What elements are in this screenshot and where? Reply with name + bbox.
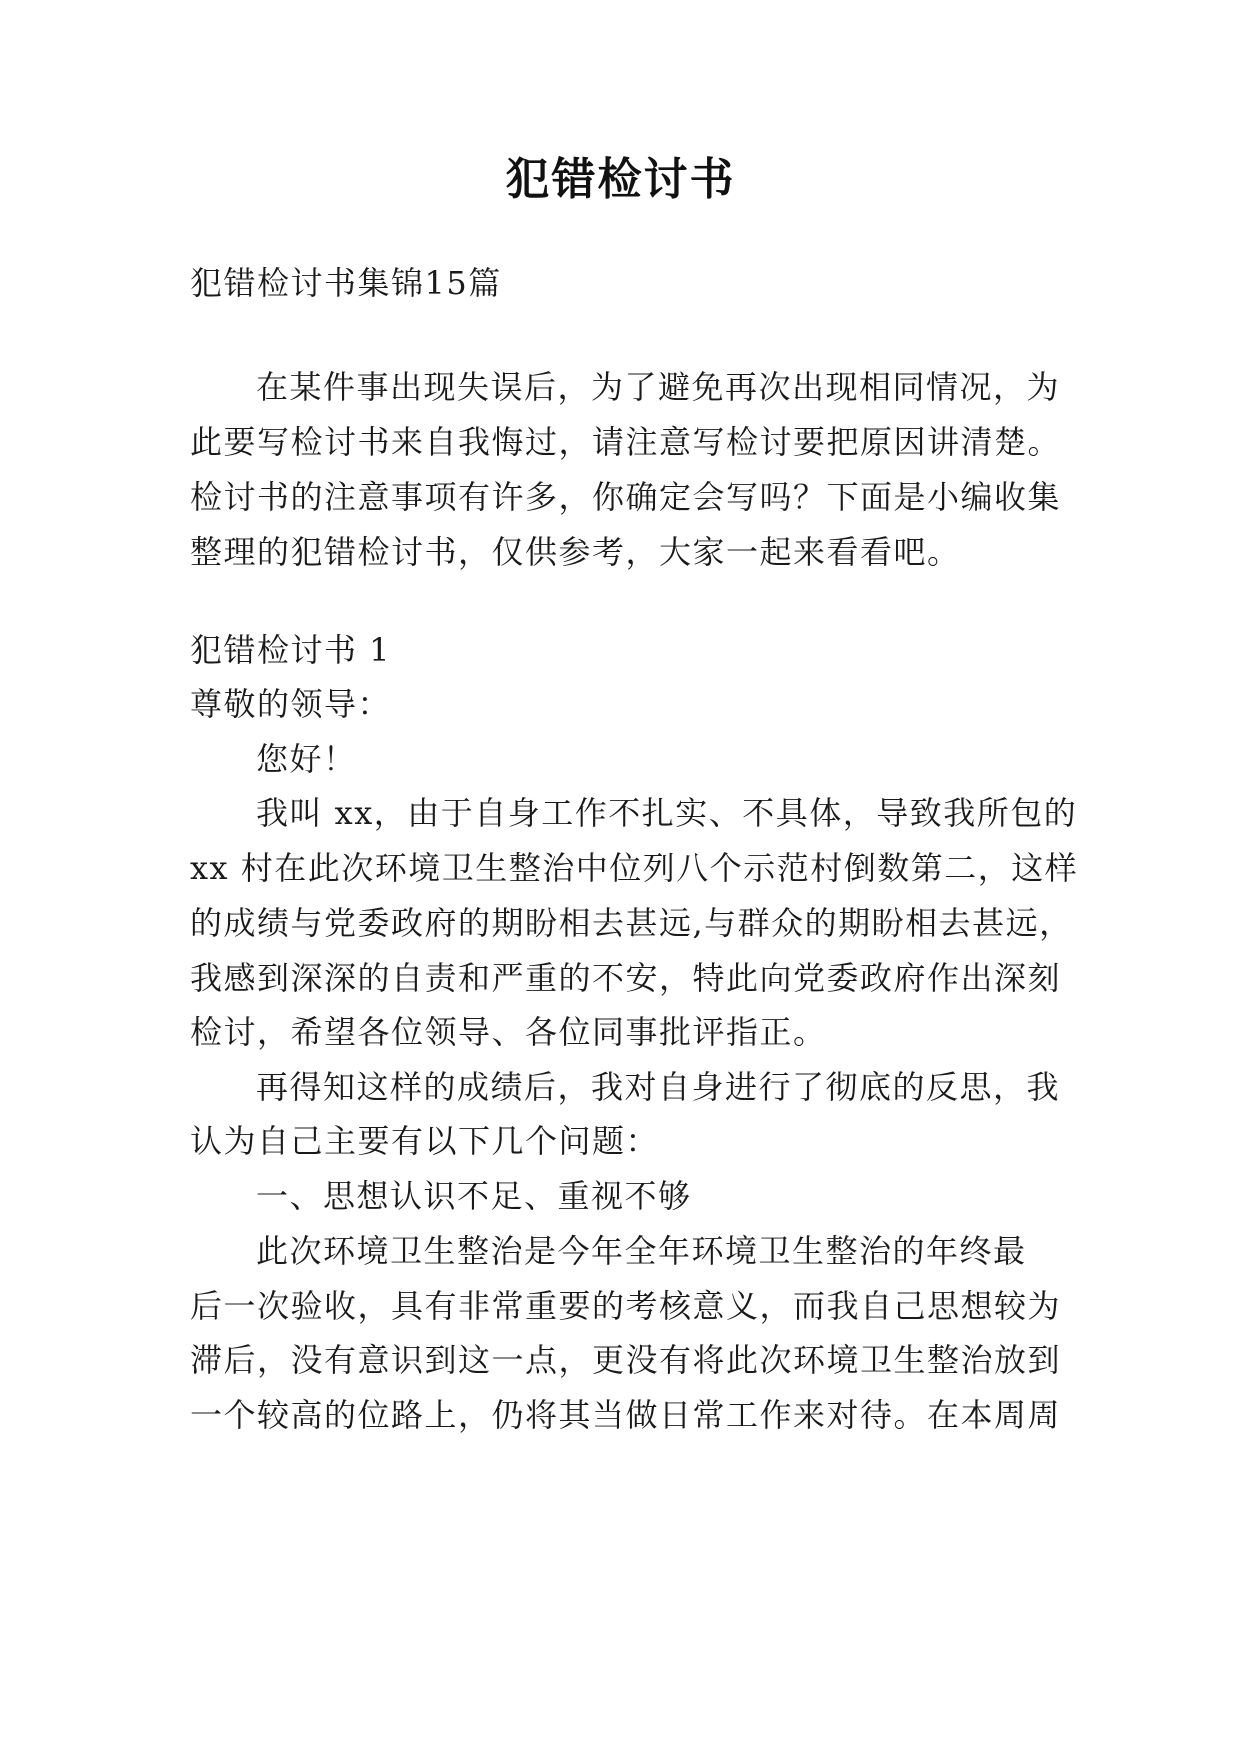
- paragraph-line: 一个较高的位路上，仍将其当做日常工作来对待。在本周周: [190, 1396, 1062, 1434]
- paragraph-line: 再得知这样的成绩后，我对自身进行了彻底的反思，我: [256, 1068, 1061, 1106]
- document-subtitle: 犯错检讨书集锦15篇: [190, 264, 502, 302]
- paragraph-line: 后一次验收，具有非常重要的考核意义，而我自己思想较为: [190, 1287, 1062, 1325]
- paragraph-line: 认为自己主要有以下几个问题：: [190, 1122, 660, 1160]
- intro-line: 此要写检讨书来自我悔过，请注意写检讨要把原因讲清楚。: [190, 423, 1062, 461]
- greeting: 您好！: [256, 740, 357, 778]
- paragraph-line: 此次环境卫生整治是今年全年环境卫生整治的年终最: [256, 1232, 1027, 1270]
- intro-line: 在某件事出现失误后，为了避免再次出现相同情况，为: [256, 368, 1061, 406]
- section-heading: 犯错检讨书 1: [190, 631, 392, 669]
- paragraph-line: xx 村在此次环境卫生整治中位列八个示范村倒数第二，这样: [190, 849, 1079, 887]
- paragraph-line: 我感到深深的自责和严重的不安，特此向党委政府作出深刻: [190, 959, 1062, 997]
- intro-line: 整理的犯错检讨书，仅供参考，大家一起来看看吧。: [190, 533, 961, 571]
- intro-line: 检讨书的注意事项有许多，你确定会写吗？下面是小编收集: [190, 478, 1062, 516]
- paragraph-line: 我叫 xx，由于自身工作不扎实、不具体，导致我所包的: [256, 794, 1078, 832]
- paragraph-line: 检讨，希望各位领导、各位同事批评指正。: [190, 1013, 827, 1051]
- salutation: 尊敬的领导：: [190, 685, 392, 723]
- point-heading: 一、思想认识不足、重视不够: [256, 1177, 692, 1215]
- paragraph-line: 滞后，没有意识到这一点，更没有将此次环境卫生整治放到: [190, 1341, 1062, 1379]
- document-title: 犯错检讨书: [505, 154, 736, 205]
- paragraph-line: 的成绩与党委政府的期盼相去甚远,与群众的期盼相去甚远，: [190, 904, 1073, 942]
